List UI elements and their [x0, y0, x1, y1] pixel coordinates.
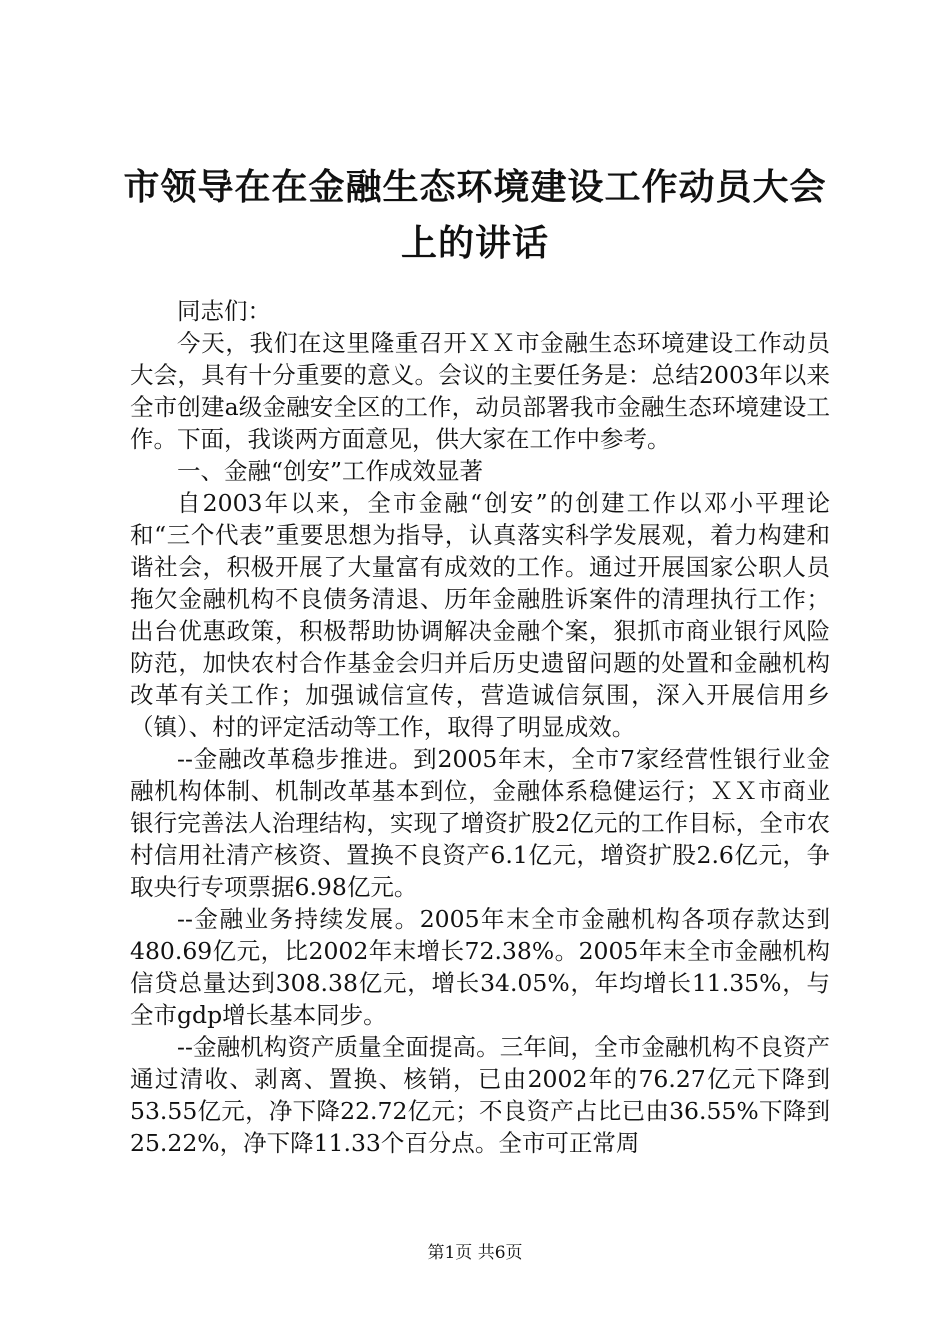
section-heading: 一、金融“创安”工作成效显著 — [177, 457, 484, 485]
paragraph-intro: 今天，我们在这里隆重召开ＸＸ市金融生态环境建设工作动员大会，具有十分重要的意义。会议的主要任务是：总结2003年以来全市创建a级金融安全区的工作，动员部署我市金融生态环境建设工作。下面，我谈两方面意见，供大家在工作中参考。 — [130, 329, 830, 453]
document-body — [130, 295, 830, 1159]
paragraph-achievements: 自2003年以来，全市金融“创安”的创建工作以邓小平理论和“三个代表”重要思想为指导，认真落实科学发展观，着力构建和谐社会，积极开展了大量富有成效的工作。通过开展国家公职人员拖欠金融机构不良债务清退、历年金融胜诉案件的清理执行工作；出台优惠政策，积极帮助协调解决金融个案，狠抓市商业银行风险防范，加快农村合作基金会归并后历史遗留问题的处置和金融机构改革有关工作；加强诚信宣传，营造诚信氛围，深入开展信用乡（镇）、村的评定活动等工作，取得了明显成效。 — [130, 489, 830, 741]
salutation: 同志们： — [177, 297, 271, 325]
document-title: 市领导在在金融生态环境建设工作动员大会上的讲话 — [123, 167, 827, 264]
paragraph-reform: --金融改革稳步推进。到2005年末，全市7家经营性银行业金融机构体制、机制改革基本到位，金融体系稳健运行；ＸＸ市商业银行完善法人治理结构，实现了增资扩股2亿元的工作目标，全市农村信用社清产核资、置换不良资产6.1亿元，增资扩股2.6亿元，争取央行专项票据6.98亿元。 — [130, 745, 830, 901]
paragraph-business: --金融业务持续发展。2005年末全市金融机构各项存款达到480.69亿元，比2002年末增长72.38%。2005年末全市金融机构信贷总量达到308.38亿元，增长34.05%，年均增长11.35%，与全市gdp增长基本同步。 — [130, 905, 830, 1029]
page-footer: 第1页 共6页 — [427, 1243, 523, 1263]
paragraph-asset-quality: --金融机构资产质量全面提高。三年间，全市金融机构不良资产通过清收、剥离、置换、核销，已由2002年的76.27亿元下降到53.55亿元，净下降22.72亿元；不良资产占比已由36.55%下降到25.22%，净下降11.33个百分点。全市可正常周 — [130, 1033, 830, 1157]
